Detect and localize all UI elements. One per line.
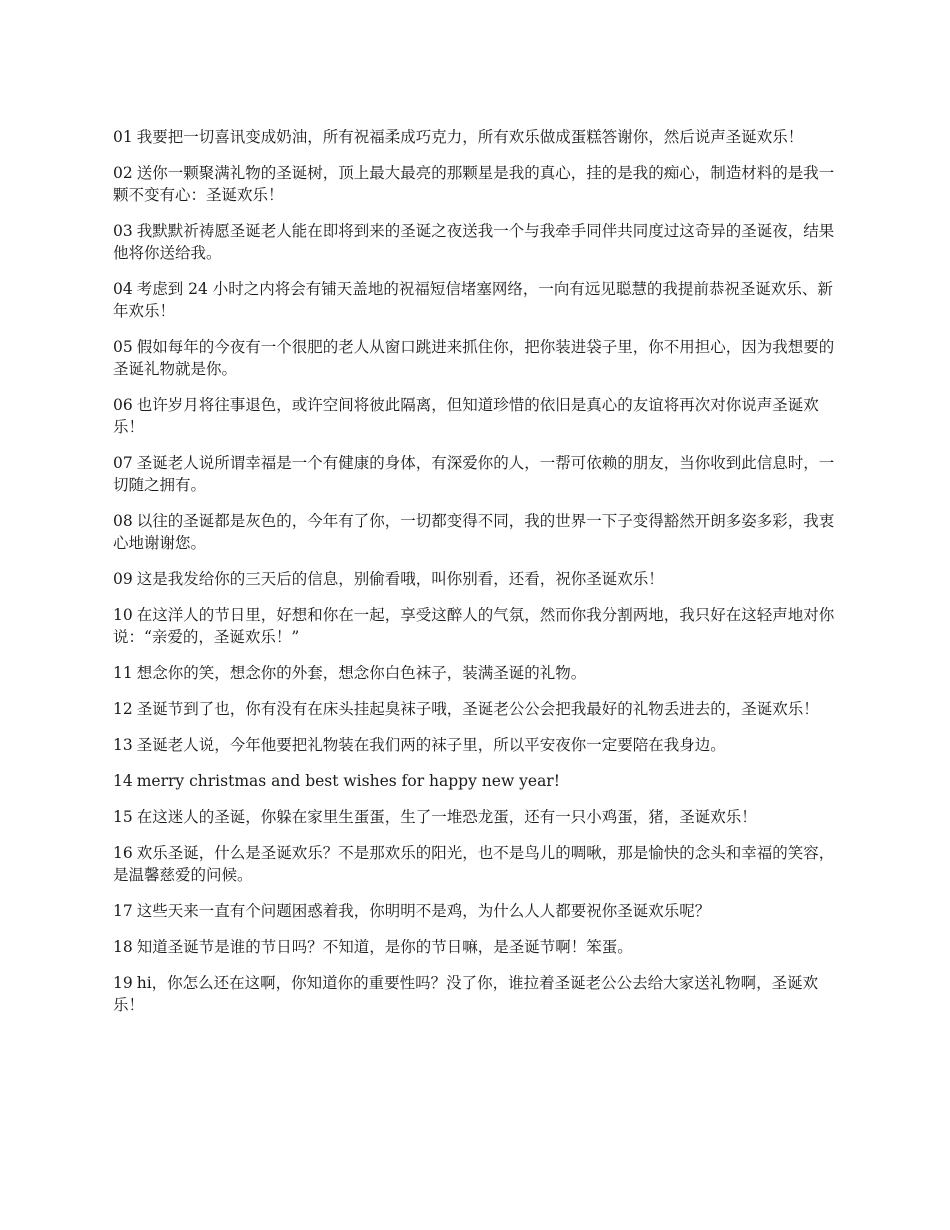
- entry-number: 14: [113, 772, 133, 790]
- entry-10: [113, 604, 837, 648]
- entry-number: 18: [113, 938, 133, 956]
- entry-02: [113, 162, 837, 206]
- entry-text: 我默默祈祷愿圣诞老人能在即将到来的圣诞之夜送我一个与我牵手同伴共同度过这奇异的圣诞夜，结果他将你送给我。: [113, 222, 835, 262]
- entry-number: 15: [113, 808, 133, 826]
- entry-14: [113, 770, 837, 792]
- entry-number: 02: [113, 164, 133, 182]
- entry-18: [113, 936, 837, 958]
- entry-text: 考虑到 24 小时之内将会有铺天盖地的祝福短信堵塞网络，一向有远见聪慧的我提前恭祝圣诞欢乐、新年欢乐！: [113, 280, 833, 320]
- entry-number: 03: [113, 222, 133, 240]
- entry-06: [113, 394, 837, 438]
- entry-text: hi，你怎么还在这啊，你知道你的重要性吗？没了你，谁拉着圣诞老公公去给大家送礼物啊，圣诞欢乐！: [113, 974, 819, 1014]
- entry-11: [113, 662, 837, 684]
- entry-text: 这些天来一直有个问题困惑着我，你明明不是鸡，为什么人人都要祝你圣诞欢乐呢？: [136, 902, 711, 920]
- entry-15: [113, 806, 837, 828]
- entry-number: 05: [113, 338, 133, 356]
- entry-text: 欢乐圣诞，什么是圣诞欢乐？不是那欢乐的阳光，也不是鸟儿的啁啾，那是愉快的念头和幸福的笑容，是温馨慈爱的问候。: [113, 844, 835, 884]
- entry-09: [113, 568, 837, 590]
- entry-number: 10: [113, 606, 133, 624]
- entry-13: [113, 734, 837, 756]
- entry-text: 想念你的笑，想念你的外套，想念你白色袜子，装满圣诞的礼物。: [136, 664, 587, 682]
- entry-04: [113, 278, 837, 322]
- entry-17: [113, 900, 837, 922]
- entry-text: 假如每年的今夜有一个很肥的老人从窗口跳进来抓住你，把你装进袋子里，你不用担心，因为我想要的圣诞礼物就是你。: [113, 338, 835, 378]
- entry-number: 09: [113, 570, 133, 588]
- entry-text: 圣诞老人说所谓幸福是一个有健康的身体，有深爱你的人，一帮可依赖的朋友，当你收到此信息时，一切随之拥有。: [113, 454, 835, 494]
- entry-text: 知道圣诞节是谁的节日吗？不知道，是你的节日嘛，是圣诞节啊！笨蛋。: [136, 938, 633, 956]
- entry-text: 这是我发给你的三天后的信息，别偷看哦，叫你别看，还看，祝你圣诞欢乐！: [136, 570, 664, 588]
- entry-number: 17: [113, 902, 133, 920]
- entry-text: 送你一颗聚满礼物的圣诞树，顶上最大最亮的那颗星是我的真心，挂的是我的痴心，制造材料的是我一颗不变有心：圣诞欢乐！: [113, 164, 835, 204]
- entry-number: 12: [113, 700, 133, 718]
- entry-number: 16: [113, 844, 133, 862]
- entry-08: [113, 510, 837, 554]
- entry-text: 以往的圣诞都是灰色的，今年有了你，一切都变得不同，我的世界一下子变得豁然开朗多姿多彩，我衷心地谢谢您。: [113, 512, 835, 552]
- entry-03: [113, 220, 837, 264]
- entry-07: [113, 452, 837, 496]
- entry-number: 19: [113, 974, 133, 992]
- document-body: [113, 126, 837, 1030]
- entry-12: [113, 698, 837, 720]
- entry-01: [113, 126, 837, 148]
- entry-text: 我要把一切喜讯变成奶油，所有祝福柔成巧克力，所有欢乐做成蛋糕答谢你，然后说声圣诞欢乐！: [136, 128, 804, 146]
- entry-number: 11: [113, 664, 133, 682]
- entry-number: 13: [113, 736, 133, 754]
- entry-number: 08: [113, 512, 133, 530]
- entry-text: 圣诞老人说，今年他要把礼物装在我们两的袜子里，所以平安夜你一定要陪在我身边。: [136, 736, 726, 754]
- entry-text: 在这洋人的节日里，好想和你在一起，享受这醉人的气氛，然而你我分割两地，我只好在这轻声地对你说：“亲爱的，圣诞欢乐！”: [113, 606, 835, 646]
- entry-19: [113, 972, 837, 1016]
- entry-text: merry christmas and best wishes for happy new year!: [136, 772, 560, 790]
- entry-number: 01: [113, 128, 133, 146]
- entry-text: 在这迷人的圣诞，你躲在家里生蛋蛋，生了一堆恐龙蛋，还有一只小鸡蛋，猪，圣诞欢乐！: [136, 808, 757, 826]
- entry-number: 04: [113, 280, 133, 298]
- entry-number: 07: [113, 454, 133, 472]
- entry-05: [113, 336, 837, 380]
- entry-16: [113, 842, 837, 886]
- entry-text: 也许岁月将往事退色，或许空间将彼此隔离，但知道珍惜的依旧是真心的友谊将再次对你说声圣诞欢乐！: [113, 396, 819, 436]
- entry-text: 圣诞节到了也，你有没有在床头挂起臭袜子哦，圣诞老公公会把我最好的礼物丢进去的，圣诞欢乐！: [136, 700, 819, 718]
- entry-number: 06: [113, 396, 133, 414]
